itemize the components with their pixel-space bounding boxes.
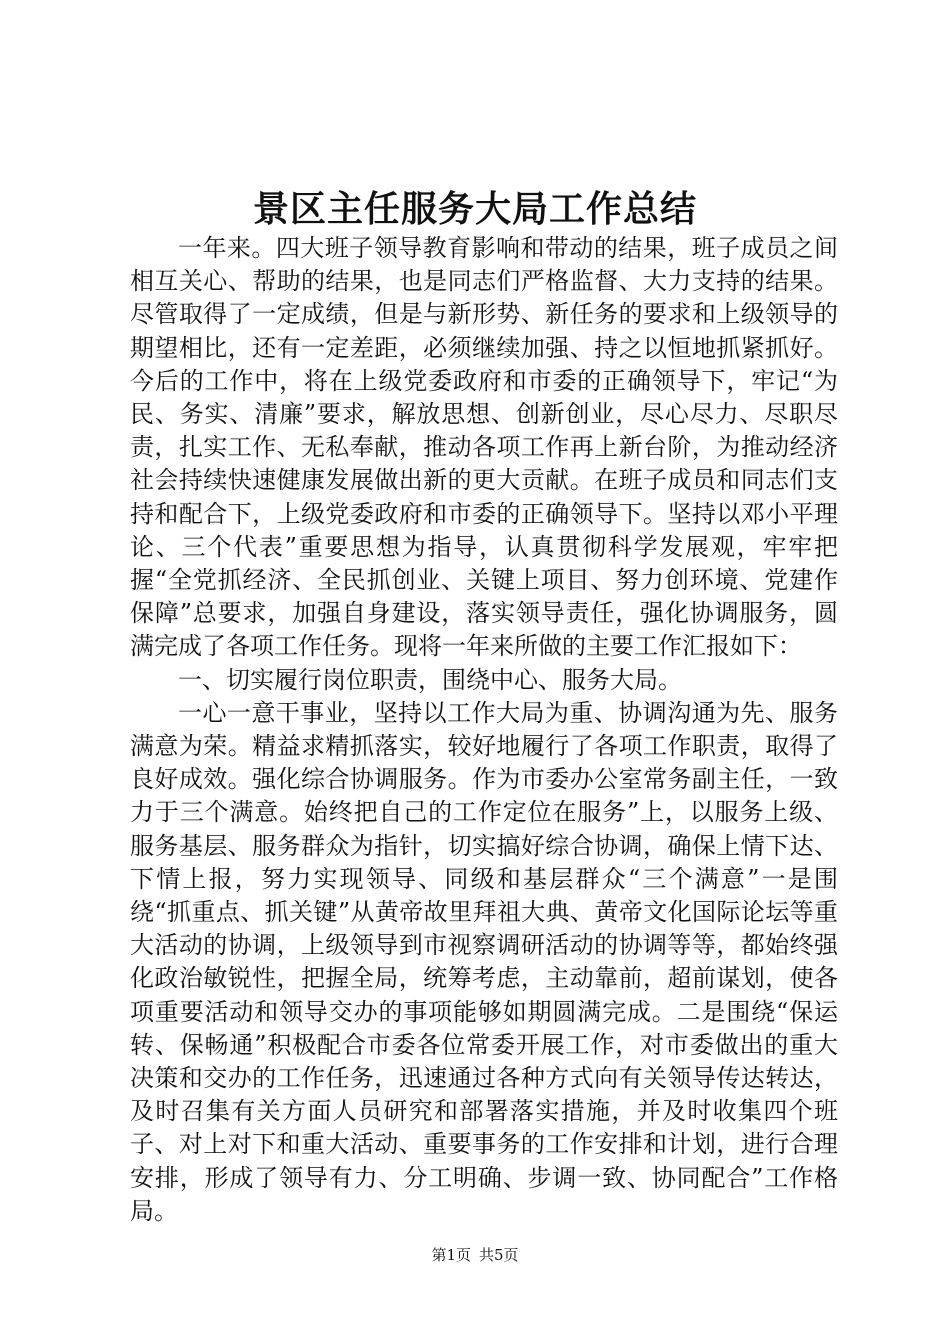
section-heading-1: 一、切实履行岗位职责，围绕中心、服务大局。 <box>178 665 682 694</box>
paragraph-section-1: 一心一意干事业，坚持以工作大局为重、协调沟通为先、服务满意为荣。精益求精抓落实，较好地履行了各项工作职责，取得了良好成效。强化综合协调服务。作为市委办公室常务副主任，一致力于三个满意。始终把自己的工作定位在服务”上，以服务上级、服务基层、服务群众为指针，切实搞好综合协调，确保上情下达、下情上报，努力实现领导、同级和基层群众“三个满意”一是围绕“抓重点、抓关键”从黄帝故里拜祖大典、黄帝文化国际论坛等重大活动的协调，上级领导到市视察调研活动的协调等等，都始终强化政治敏锐性，把握全局，统筹考虑，主动靠前，超前谋划，使各项重要活动和领导交办的事项能够如期圆满完成。二是围绕“保运转、保畅通”积极配合市委各位常委开展工作，对市委做出的重大决策和交办的工作任务，迅速通过各种方式向有关领导传达转达，及时召集有关方面人员研究和部署落实措施，并及时收集四个班子、对上对下和重大活动、重要事务的工作安排和计划，进行合理安排，形成了领导有力、分工明确、步调一致、协同配合”工作格局。 <box>130 698 838 1225</box>
document-body <box>130 232 838 1228</box>
page-number-current: 第1页 <box>431 1246 471 1264</box>
page-number-total: 共5页 <box>479 1246 519 1264</box>
page-footer <box>0 1245 950 1265</box>
paragraph-intro: 一年来。四大班子领导教育影响和带动的结果，班子成员之间相互关心、帮助的结果，也是同志们严格监督、大力支持的结果。尽管取得了一定成绩，但是与新形势、新任务的要求和上级领导的期望相比，还有一定差距，必须继续加强、持之以恒地抓紧抓好。今后的工作中，将在上级党委政府和市委的正确领导下，牢记“为民、务实、清廉”要求，解放思想、创新创业，尽心尽力、尽职尽责，扎实工作、无私奉献，推动各项工作再上新台阶，为推动经济社会持续快速健康发展做出新的更大贡献。在班子成员和同志们支持和配合下，上级党委政府和市委的正确领导下。坚持以邓小平理论、三个代表”重要思想为指导，认真贯彻科学发展观，牢牢把握“全党抓经济、全民抓创业、关键上项目、努力创环境、党建作保障”总要求，加强自身建设，落实领导责任，强化协调服务，圆满完成了各项工作任务。现将一年来所做的主要工作汇报如下： <box>130 234 838 661</box>
document-title: 景区主任服务大局工作总结 <box>252 188 697 230</box>
